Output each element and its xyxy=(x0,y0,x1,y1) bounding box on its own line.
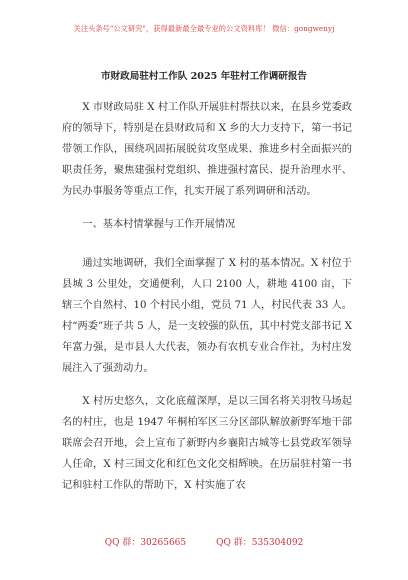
footer-qq-group-2: QQ 群：535304092 xyxy=(216,538,304,548)
document-body xyxy=(62,97,352,508)
footer-bar xyxy=(0,535,408,548)
header-banner: 关注头条号"公文研究"，获得最新最全最专业的公文资料库！ 微信：gongwenyj xyxy=(73,24,335,33)
village-info-paragraph: 通过实地调研，我们全面掌握了 X 村的基本情况。X 村位于县城 3 公里处，交通便利，人口 2100 人，耕地 4100 亩，下辖三个自然村、10 个村民小组，党员 71 人，村民代表 33 人。村“两委”班子共 5 人，是一支较强的队伍，其中村党支部书记 X 年富力强，是市县人大代表，领办有农机专业合作社，为村庄发展注入了强劲动力。 xyxy=(62,258,352,374)
intro-paragraph: X 市财政局驻 X 村工作队开展驻村帮扶以来，在县乡党委政府的领导下，特别是在县财政局和 X 乡的大力支持下，第一书记带领工作队，围绕巩固拓展脱贫攻坚成果、推进乡村全面振兴的职责任务，聚焦建强村党组织、推进强村富民、提升治理水平、为民办事服务等重点工作，扎实开展了系列调研和活动。 xyxy=(62,102,352,197)
document-title: 市财政局驻村工作队 2025 年驻村工作调研报告 xyxy=(100,71,308,82)
village-history-paragraph: X 村历史悠久，文化底蕴深厚，是以三国名将关羽牧马场起名的村庄，也是 1947 年桐柏军区三分区部队解放新野军地干部联席会召开地，会上宣布了新野内乡襄阳古城等七县党政军领导人任命，X 村三国文化和红色文化交相辉映。在历届驻村第一书记和驻村工作队的帮助下，X 村实施了农 xyxy=(62,396,352,491)
footer-qq-group-1: QQ 群：30265665 xyxy=(104,538,187,548)
section-heading: 一、基本村情掌握与工作开展情况 xyxy=(82,219,236,230)
